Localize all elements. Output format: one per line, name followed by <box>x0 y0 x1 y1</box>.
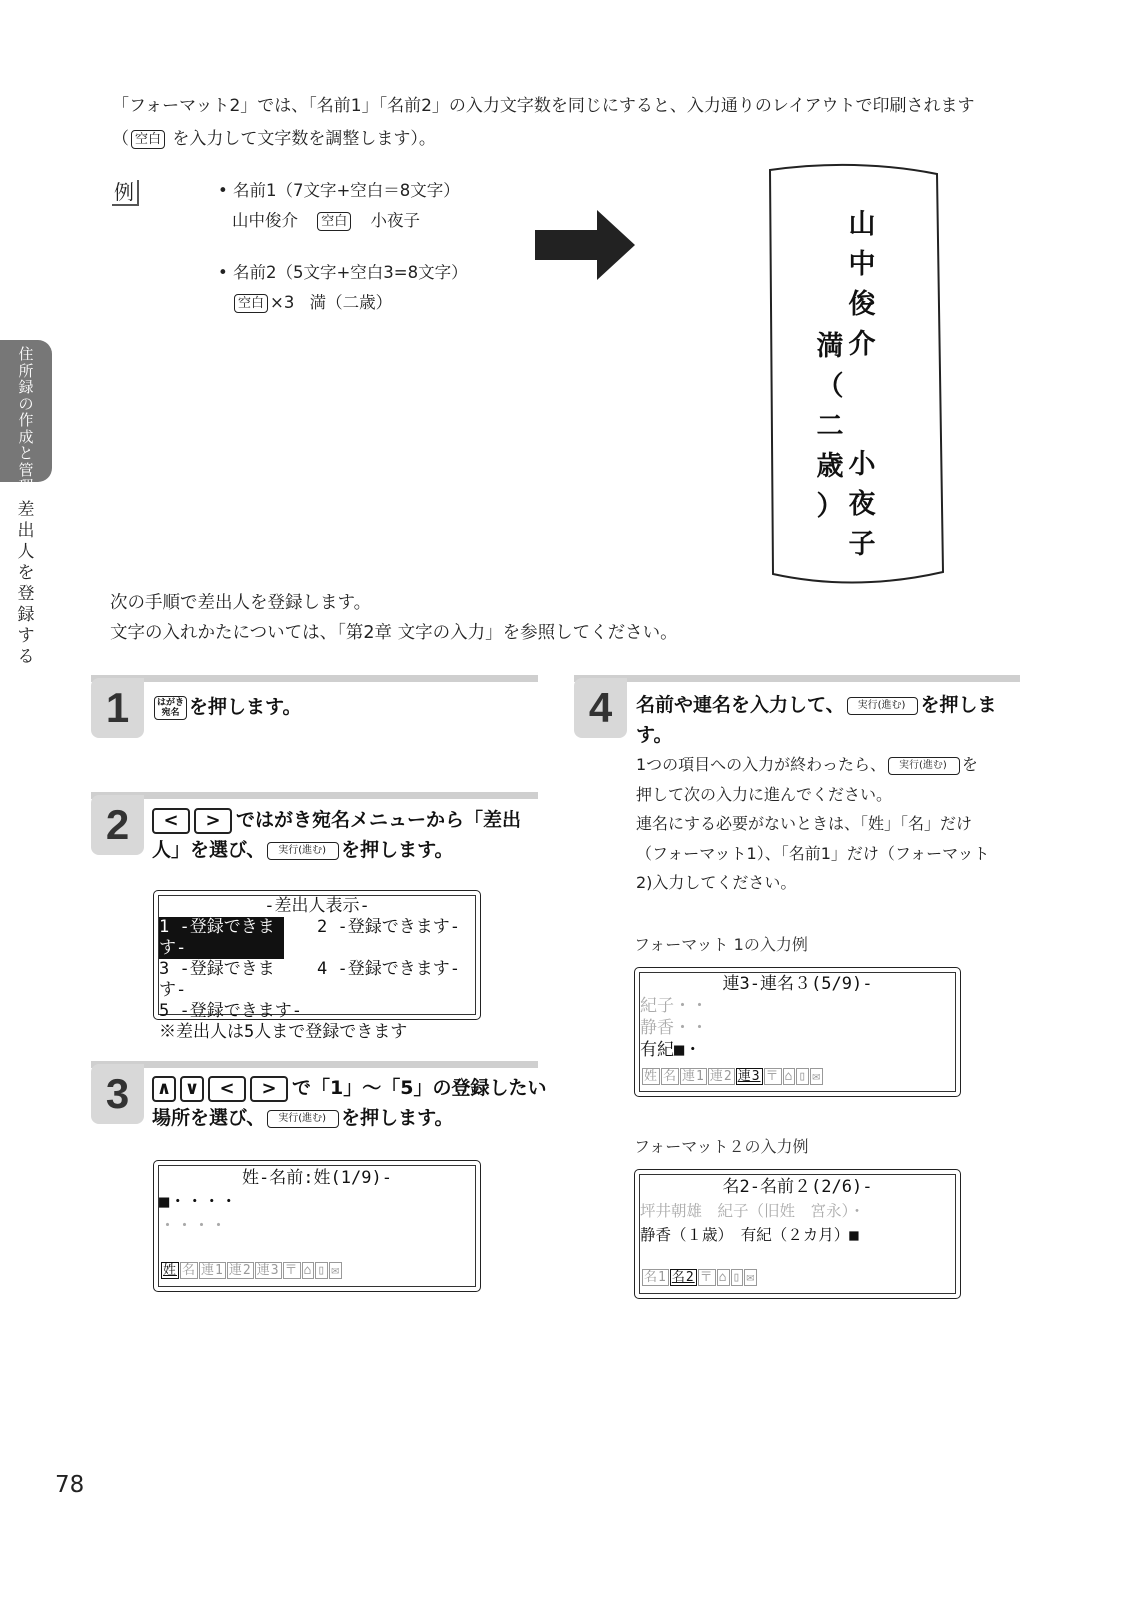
exec-key-icon: 実行(進む) <box>888 757 960 775</box>
step2-text: < > ではがき宛名メニューから「差出 人」を選び、 実行(進む) を押します。 <box>152 809 522 861</box>
lcd-name-entry <box>153 1160 481 1292</box>
page-number: 78 <box>55 1472 85 1498</box>
step3-bar <box>91 1061 538 1068</box>
lcd-line: 坪井朝雄 紀子（旧姓 宮永）・ <box>640 1202 865 1220</box>
lcd-title: 姓-名前:姓(1/9)- <box>242 1168 392 1188</box>
printed-name-column-1 <box>847 205 877 565</box>
lcd-icon-bar <box>161 1259 343 1283</box>
printed-char: 二 <box>816 411 844 442</box>
left-key-icon: < <box>152 808 190 834</box>
intro-line1: 「フォーマット2」では、「名前1」「名前2」の入力文字数を同じにすると、入力通りのレイアウトで印刷されます <box>112 96 975 116</box>
lcd-mode-icon: ⌂ <box>718 1270 728 1285</box>
example-item2-value <box>218 288 468 318</box>
step4-description: 1つの項目への入力が終わったら、 実行(進む) を 押して次の入力に進んでください。 連名にする必要がないときは、「姓」「名」だけ （フォーマット1）、「名前1」だけ（フォーマット 2)入力してください。 <box>636 755 990 892</box>
example-item2-name: 満（二歳） <box>309 293 393 312</box>
right-key-icon: > <box>250 1076 288 1102</box>
lcd-mode-icon: ✉ <box>331 1263 341 1278</box>
lcd-title: -差出人表示- <box>264 896 370 916</box>
lcd-mode-icon: 〒 <box>765 1069 780 1084</box>
lcd-slot-5: 5 -登録できます- <box>159 1001 302 1021</box>
printed-char: 中 <box>848 249 876 280</box>
printed-char: ） <box>816 491 844 522</box>
space-key-icon: 空白 <box>234 294 268 313</box>
lcd-mode-icon: ▯ <box>317 1263 327 1278</box>
right-key-icon: > <box>194 808 232 834</box>
lcd-mode-icon: 〒 <box>284 1263 299 1278</box>
lcd-slot-3: 3 -登録できます- <box>159 959 275 1000</box>
example-item2-title: • 名前2（5文字+空白3=8文字） <box>218 263 468 282</box>
printed-char: 介 <box>848 329 876 360</box>
intro-line2 <box>112 123 1072 156</box>
lcd-icon-bar <box>642 1066 824 1088</box>
example-item2-times: ×3 <box>270 293 295 312</box>
lcd-mode-icon: 名 <box>182 1263 197 1278</box>
lcd-mode-icon: 名2 <box>671 1270 695 1285</box>
printed-char: （ <box>816 371 844 402</box>
lcd-mode-icon: ✉ <box>746 1270 756 1285</box>
section-tab-label: 差出人を登録する <box>17 500 35 667</box>
hagaki-key-icon: はがき 宛名 <box>154 696 187 720</box>
example-item1-title: • 名前1（7文字+空白＝8文字） <box>218 181 460 200</box>
lcd-format2-example <box>634 1169 961 1299</box>
lcd-mode-icon: 姓 <box>163 1263 178 1278</box>
intro-paren: （ <box>112 129 129 149</box>
printed-char: 小 <box>848 449 876 480</box>
exec-key-icon: 実行(進む) <box>267 1110 339 1128</box>
lcd-mode-icon: 名1 <box>644 1270 667 1285</box>
example-item1-value <box>218 206 460 236</box>
lcd-mode-icon: ✉ <box>812 1069 822 1084</box>
lead-text <box>110 588 678 648</box>
step4-bar <box>574 675 1020 682</box>
exec-key-icon: 実行(進む) <box>847 697 919 715</box>
printed-name-column-2 <box>815 327 845 527</box>
lcd-mode-icon: 〒 <box>699 1270 714 1285</box>
printed-char: 夜 <box>848 489 876 520</box>
step1-bar <box>91 675 538 682</box>
lcd-slot-2: 2 -登録できます- <box>317 917 460 937</box>
step3-number: 3 <box>91 1064 144 1124</box>
lcd-row <box>159 959 475 1001</box>
lcd-mode-icon: 連2 <box>709 1069 733 1084</box>
lcd-note: ※差出人は5人まで登録できます <box>159 1022 408 1042</box>
lcd-mode-icon: ⌂ <box>784 1069 794 1084</box>
chapter-tab-label: 住所録の作成と管理 <box>18 345 34 495</box>
lcd-line: 紀子・・ <box>640 996 708 1016</box>
step3-text: ∧ ∨ < > で「1」～「5」の登録したい 場所を選び、 実行(進む) を押します。 <box>152 1077 547 1129</box>
left-key-icon: < <box>208 1076 246 1102</box>
step4-number: 4 <box>574 678 627 738</box>
intro-text <box>112 90 1072 156</box>
lcd-mode-icon: ▯ <box>732 1270 742 1285</box>
example-item2 <box>218 258 468 318</box>
lcd-mode-icon: ▯ <box>798 1069 808 1084</box>
lcd-title: 連3-連名３(5/9)- <box>722 974 873 994</box>
step1-number: 1 <box>91 678 144 738</box>
lcd-row <box>159 917 475 959</box>
lcd-line: 有紀■・ <box>640 1040 702 1060</box>
lcd-mode-icon: 連2 <box>228 1263 252 1278</box>
lcd-title: 名2-名前２(2/6)- <box>722 1177 873 1197</box>
lcd-mode-icon: ⌂ <box>303 1263 313 1278</box>
step4-text: 名前や連名を入力して、 実行(進む) を押しま す。 <box>636 694 997 746</box>
lead-line2: 文字の入れかたについては、「第2章 文字の入力」を参照してください。 <box>110 623 678 643</box>
exec-key-icon: 実行(進む) <box>267 842 339 860</box>
lcd-mode-icon: 連3 <box>256 1263 280 1278</box>
lcd-mode-icon: 名 <box>663 1069 678 1084</box>
lcd-slot-4: 4 -登録できます- <box>317 959 460 979</box>
printed-char: 俊 <box>848 289 876 320</box>
example-item1-name: 山中俊介 <box>232 211 298 230</box>
up-key-icon: ∧ <box>152 1076 176 1102</box>
lcd-line: 静香・・ <box>640 1018 708 1038</box>
space-key-icon: 空白 <box>131 130 165 149</box>
format1-caption: フォーマット 1の入力例 <box>634 935 808 954</box>
lcd-mode-icon: 姓 <box>644 1069 659 1084</box>
step2-number: 2 <box>91 795 144 855</box>
printed-char: 山 <box>848 209 876 240</box>
example-label: 例 <box>112 176 139 205</box>
lcd-line: ■・・・・ <box>159 1192 238 1212</box>
right-arrow-icon <box>535 210 635 280</box>
space-key-icon: 空白 <box>317 212 351 231</box>
lcd-slot-1: 1 -登録できます- <box>159 917 284 959</box>
lcd-sender-display <box>153 890 481 1042</box>
format2-caption: フォーマット２の入力例 <box>634 1137 809 1156</box>
lcd-icon-bar <box>642 1266 758 1290</box>
lcd-mode-icon: 連3 <box>737 1069 761 1084</box>
lcd-format1-example <box>634 967 961 1097</box>
step1-text: はがき 宛名 を押します。 <box>152 692 302 722</box>
intro-line2-text: を入力して文字数を調整します）。 <box>172 129 436 149</box>
example-item1-name2: 小夜子 <box>370 211 421 230</box>
lead-line1: 次の手順で差出人を登録します。 <box>110 593 372 613</box>
printed-char: 満 <box>816 331 844 362</box>
example-item1 <box>218 176 460 236</box>
printed-char <box>847 365 877 405</box>
lcd-mode-icon: 連1 <box>682 1069 705 1084</box>
step2-bar <box>91 792 538 799</box>
lcd-line: 静香（１歳） 有紀（２カ月）■ <box>640 1226 859 1244</box>
printed-char: 子 <box>848 529 876 560</box>
down-key-icon: ∨ <box>180 1076 204 1102</box>
printed-char <box>847 405 877 445</box>
printed-char: 歳 <box>816 451 844 482</box>
lcd-mode-icon: 連1 <box>201 1263 224 1278</box>
lcd-line: ・・・・ <box>159 1216 227 1236</box>
